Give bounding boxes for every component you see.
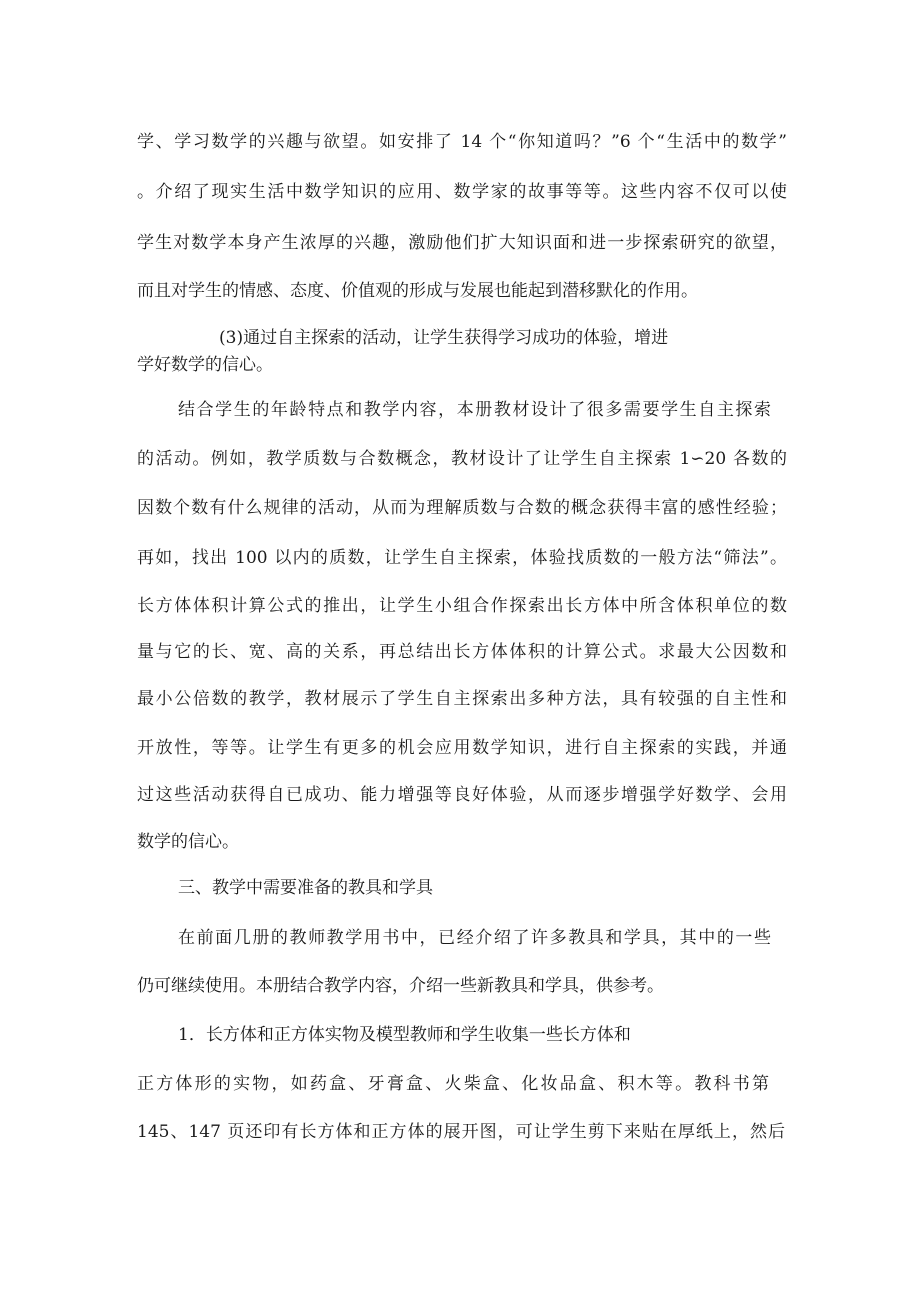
section-heading: 三、教学中需要准备的教具和学具 xyxy=(178,878,433,898)
text-line: 开放性，等等。让学生有更多的机会应用数学知识，进行自主探索的实践，并通 xyxy=(137,738,787,758)
text-line: 学、学习数学的兴趣与欲望。如安排了 14 个“你知道吗？”6 个“生活中的数学” xyxy=(137,132,787,152)
text-line: 而且对学生的情感、态度、价值观的形成与发展也能起到潜移默化的作用。 xyxy=(137,281,698,301)
text-line: 长方体体积计算公式的推出，让学生小组合作探索出长方体中所含体积单位的数 xyxy=(137,596,787,616)
text-line: 最小公倍数的教学，教材展示了学生自主探索出多种方法，具有较强的自主性和 xyxy=(137,689,787,709)
text-line: 的活动。例如，教学质数与合数概念，教材设计了让学生自主探索 1∽20 各数的 xyxy=(137,449,787,469)
text-line: 学好数学的信心。 xyxy=(137,355,273,375)
text-line: 量与它的长、宽、高的关系，再总结出长方体体积的计算公式。求最大公因数和 xyxy=(137,642,787,662)
text-line: 因数个数有什么规律的活动，从而为理解质数与合数的概念获得丰富的感性经验； xyxy=(137,498,787,518)
text-line: 过这些活动获得自已成功、能力增强等良好体验，从而逐步增强学好数学、会用 xyxy=(137,785,787,805)
text-line: 。介绍了现实生活中数学知识的应用、数学家的故事等等。这些内容不仅可以使 xyxy=(137,182,787,202)
paragraph-first-line: 在前面几册的教师教学用书中，已经介绍了许多教具和学具，其中的一些 xyxy=(178,928,771,948)
text-line: 再如，找出 100 以内的质数，让学生自主探索，体验找质数的一般方法“筛法”。 xyxy=(137,548,787,568)
text-line: 仍可继续使用。本册结合教学内容，介绍一些新教具和学具，供参考。 xyxy=(137,976,664,996)
item-heading: 1．长方体和正方体实物及模型教师和学生收集一些长方体和 xyxy=(178,1025,631,1045)
item-heading: (3)通过自主探索的活动，让学生获得学习成功的体验，增进 xyxy=(219,328,669,348)
paragraph-first-line: 结合学生的年龄特点和教学内容，本册教材设计了很多需要学生自主探索 xyxy=(178,400,771,420)
text-line: 145、147 页还印有长方体和正方体的展开图，可让学生剪下来贴在厚纸上，然后 xyxy=(137,1122,785,1142)
text-line: 数学的信心。 xyxy=(137,832,239,852)
text-line: 正方体形的实物，如药盒、牙膏盒、火柴盒、化妆品盒、积木等。教科书第 xyxy=(137,1074,769,1094)
text-line: 学生对数学本身产生浓厚的兴趣，激励他们扩大知识面和进一步探索研究的欲望， xyxy=(137,233,787,253)
